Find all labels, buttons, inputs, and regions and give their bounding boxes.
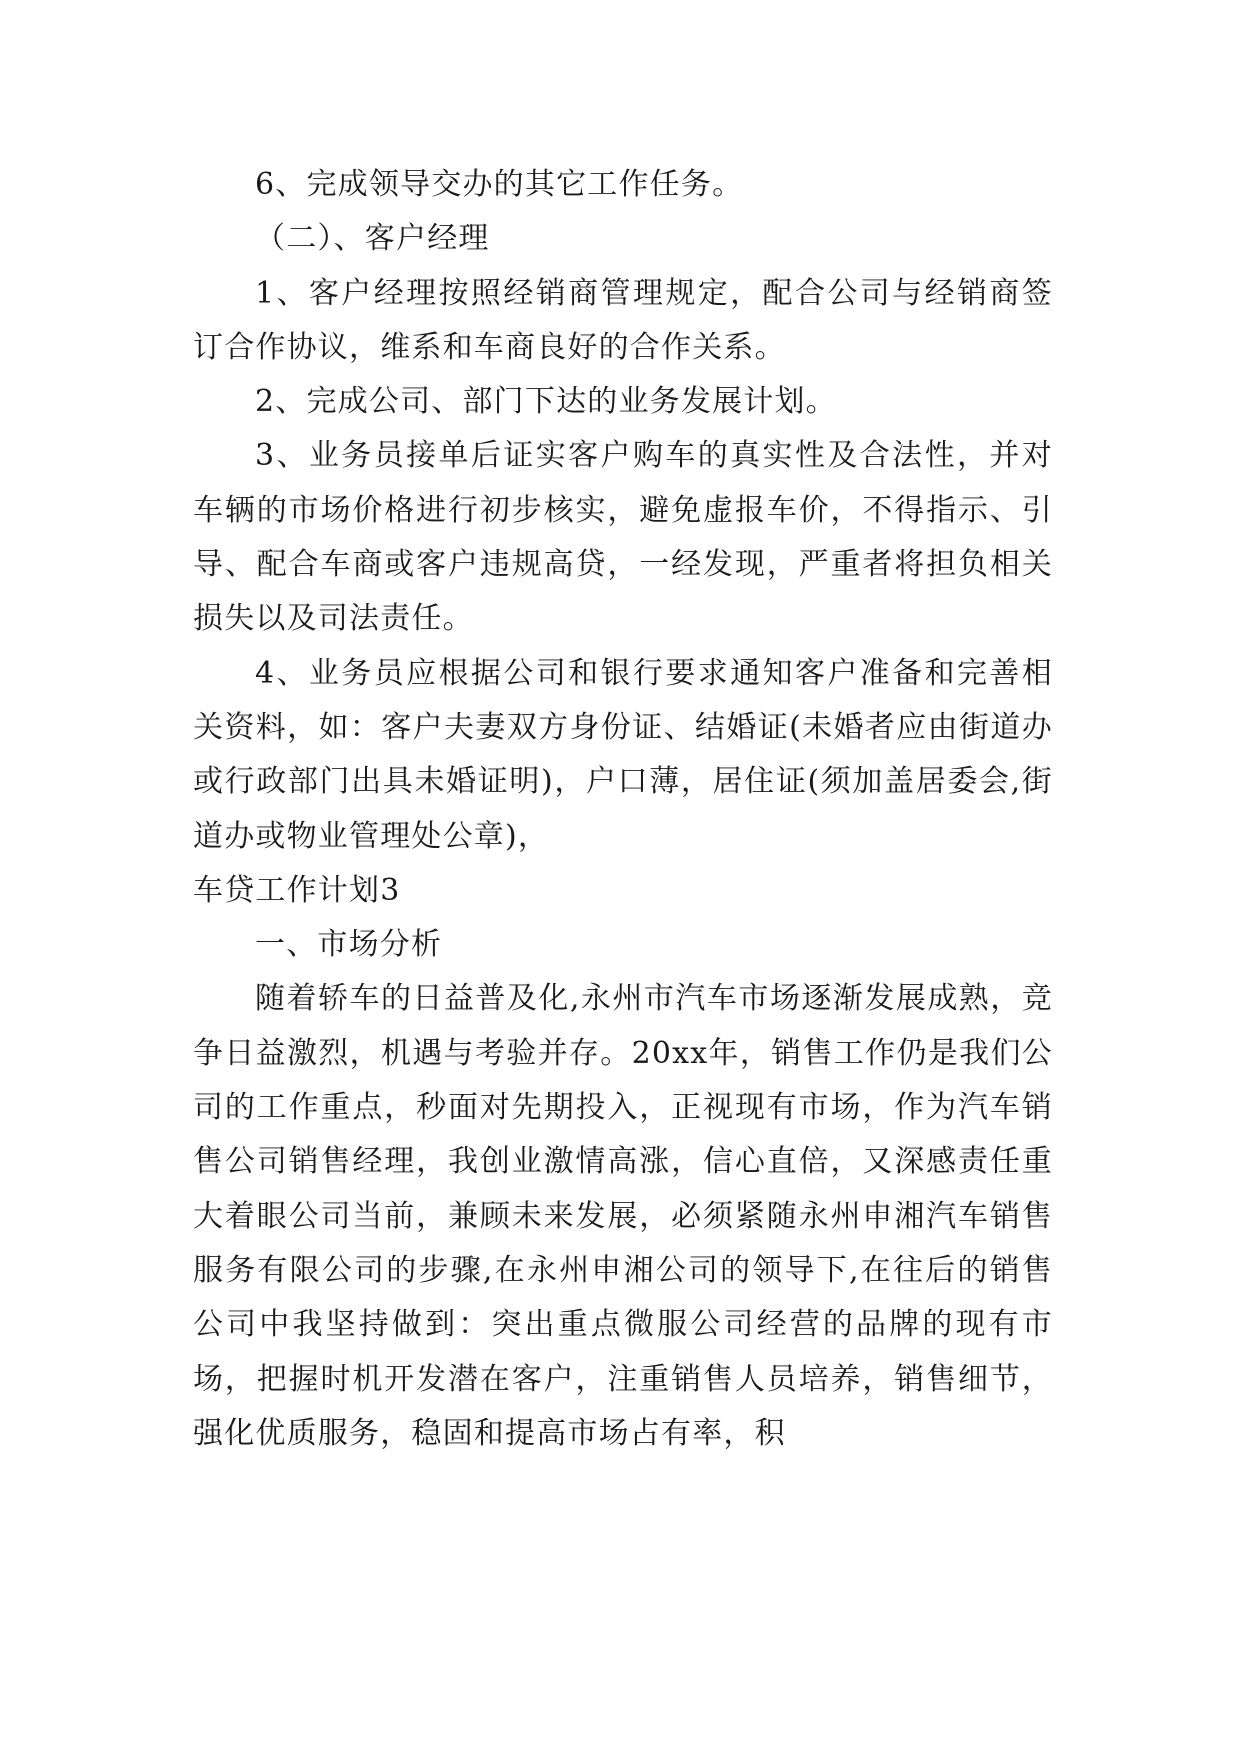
paragraph-manager-3: 3、业务员接单后证实客户购车的真实性及合法性，并对车辆的市场价格进行初步核实，避免虚报车价，不得指示、引导、配合车商或客户违规高贷，一经发现，严重者将担负相关损失以及司法责任。 (193, 438, 1053, 637)
paragraph-market-analysis: 随着轿车的日益普及化,永州市汽车市场逐渐发展成熟，竞争日益激烈，机遇与考验并存。20xx年，销售工作仍是我们公司的工作重点，秒面对先期投入，正视现有市场，作为汽车销售公司销售经理，我创业激情高涨，信心直倍，又深感责任重大着眼公司当前，兼顾未来发展，必须紧随永州申湘汽车销售服务有限公司的步骤,在永州申湘公司的领导下,在往后的销售公司中我坚持做到：突出重点微服公司经营的品牌的现有市场，把握时机开发潜在客户，注重销售人员培养，销售细节，强化优质服务，稳固和提高市场占有率，积 (193, 981, 1053, 1451)
document-title-plan-3: 车贷工作计划3 (193, 872, 401, 908)
paragraph-manager-2: 2、完成公司、部门下达的业务发展计划。 (255, 384, 837, 420)
document-body (193, 158, 1053, 1461)
section-heading-market-analysis: 一、市场分析 (255, 927, 443, 963)
paragraph-manager-1: 1、客户经理按照经销商管理规定，配合公司与经销商签订合作协议，维系和车商良好的合作关系。 (193, 275, 1053, 365)
paragraph-manager-4: 4、业务员应根据公司和银行要求通知客户准备和完善相关资料，如：客户夫妻双方身份证、结婚证(未婚者应由街道办或行政部门出具未婚证明)，户口薄，居住证(须加盖居委会,街道办或物业管理处公章)， (193, 655, 1053, 854)
paragraph-task-6: 6、完成领导交办的其它工作任务。 (255, 167, 744, 202)
section-heading-account-manager: （二）、客户经理 (255, 221, 490, 257)
